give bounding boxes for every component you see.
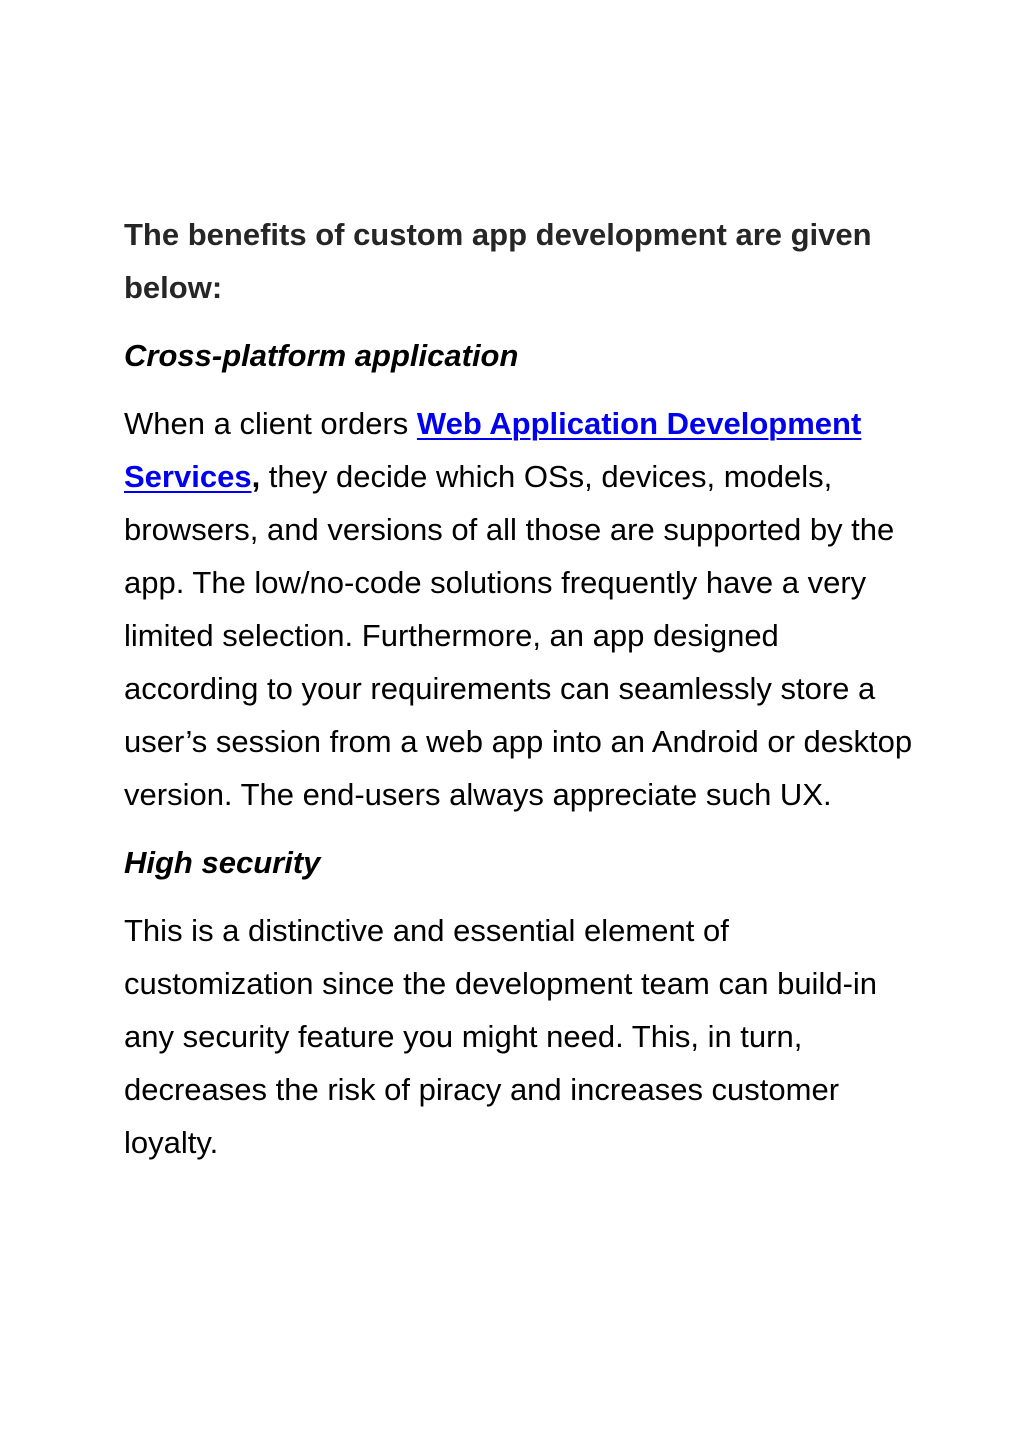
section-paragraph-cross-platform bbox=[124, 397, 914, 821]
section-heading-cross-platform: Cross-platform application bbox=[124, 338, 519, 373]
paragraph-text-before-link: When a client orders bbox=[124, 406, 417, 441]
section-heading-high-security: High security bbox=[124, 845, 321, 880]
web-application-development-services-link[interactable]: Web Application Development Services bbox=[124, 406, 862, 494]
section-paragraph-high-security: This is a distinctive and essential element of customization since the development team can build-in any security feature you might need. This, in turn, decreases the risk of piracy and increases customer loyalty. bbox=[124, 913, 878, 1160]
paragraph-bold-comma: , bbox=[251, 459, 261, 494]
paragraph-text-after-link: they decide which OSs, devices, models, browsers, and versions of all those are supported by the app. The low/no-code solutions frequently have a very limited selection. Furthermore, an app designed according to your requirements can seamlessly store a user’s session from a web app into an Android or desktop version. The end-users always appreciate such UX. bbox=[124, 459, 913, 812]
document-page bbox=[124, 208, 914, 1184]
page-title: The benefits of custom app development are given below: bbox=[124, 217, 872, 305]
